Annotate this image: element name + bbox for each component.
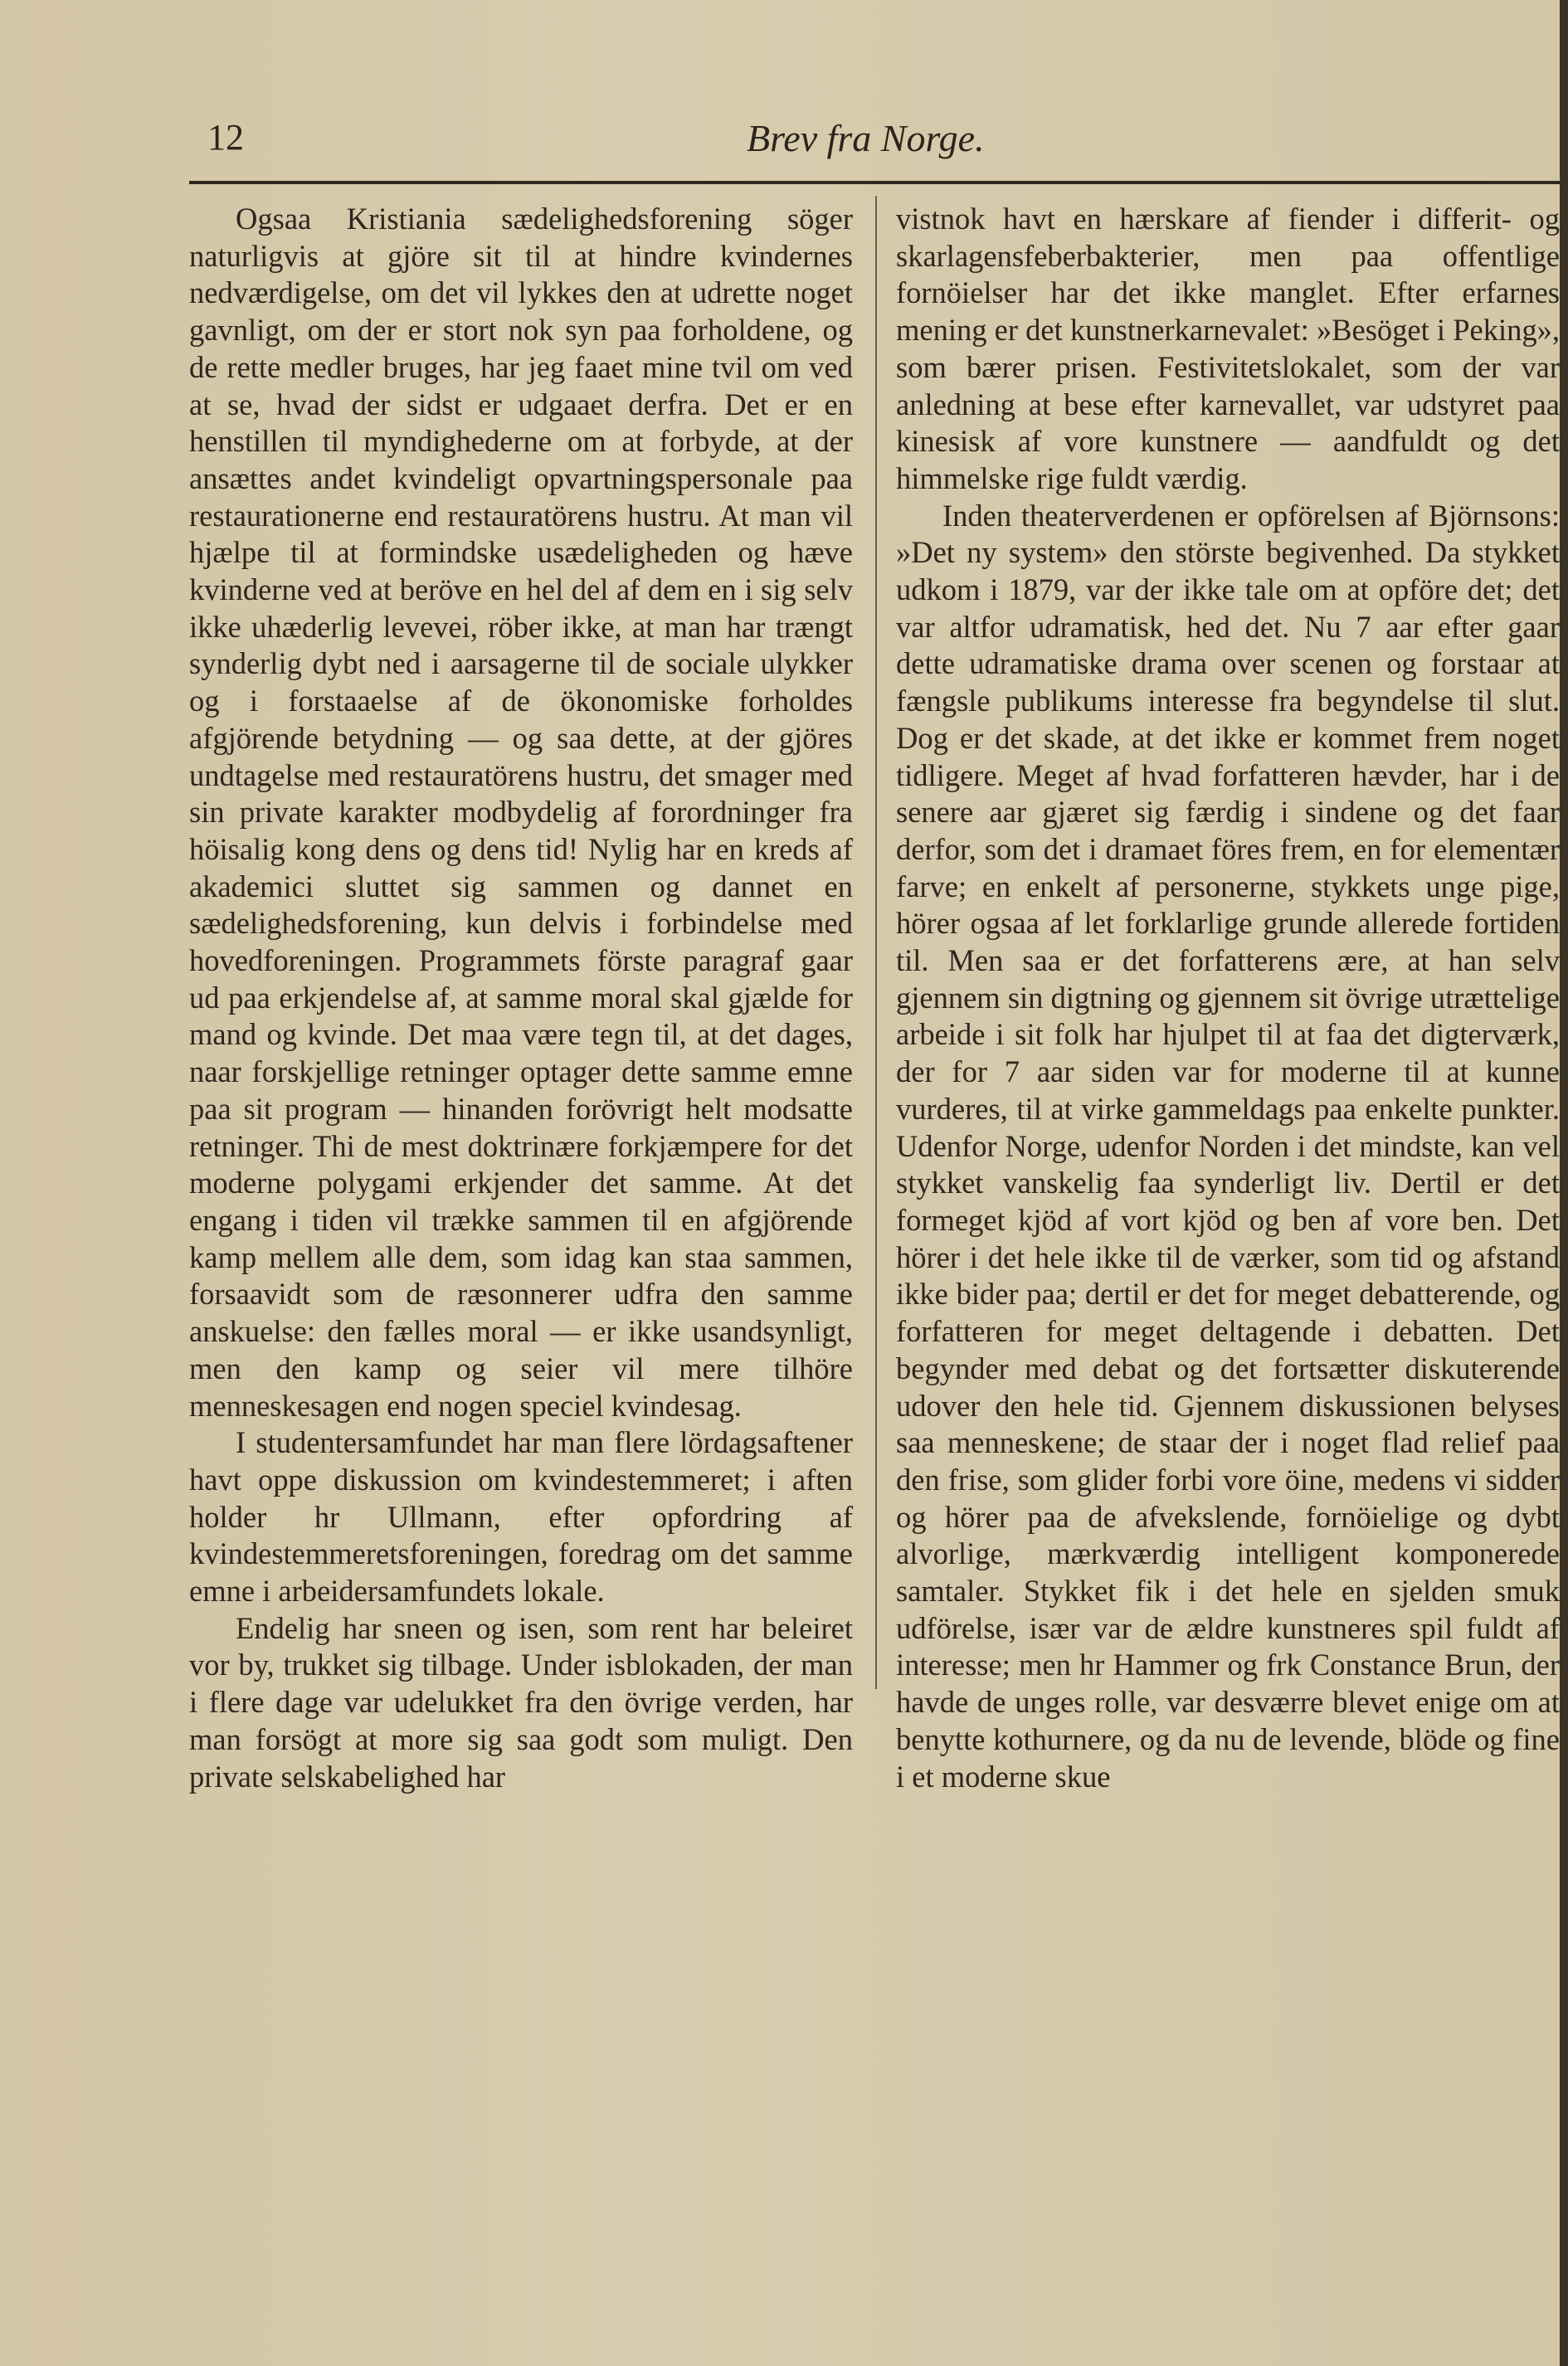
paragraph: vistnok havt en hærskare af fiender i differit- og skarlagensfeberbakterier, men paa offentlige fornöielser har det ikke manglet. Efter erfarnes mening er det kunstnerkarnevalet: »Besöget i Peking», som bærer prisen. Festivitetslokalet, som der var anledning at bese efter karnevallet, var udstyret paa kinesisk af vore kunstnere — aandfuldt og det himmelske rige fuldt værdig. bbox=[896, 202, 1560, 495]
paragraph: Ogsaa Kristiania sædelighedsforening söger naturligvis at gjöre sit til at hindre kvindernes nedværdigelse, om det vil lykkes den at udrette noget gavnligt, om der er stort nok syn paa forholdene, og de rette medler bruges, har jeg faaet mine tvil om ved at se, hvad der sidst er udgaaet derfra. Det er en henstillen til myndighederne om at forbyde, at der ansættes andet kvindeligt opvartningspersonale paa restaurationerne end restauratörens hustru. At man vil hjælpe til at formindske usædeligheden og hæve kvinderne ved at beröve en hel del af dem en i sig selv ikke uhæderlig levevei, röber ikke, at man har trængt synderlig dybt ned i aarsagerne til de sociale ulykker og i forstaaelse af de ökonomiske forholdes afgjörende betydning — og saa dette, at der gjöres undtagelse med restauratörens hustru, det smager med sin private karakter modbydelig af forordninger fra höisalig kong dens og dens tid! Nylig har en kreds af akademici sluttet sig sammen og dannet en sædelighedsforening, kun delvis i forbindelse med hovedforeningen. Programmets förste paragraf gaar ud paa erkjendelse af, at samme moral skal gjælde for mand og kvinde. Det maa være tegn til, at det dages, naar forskjellige retninger optager dette samme emne paa sit program — hinanden forövrigt helt modsatte retninger. Thi de mest doktrinære forkjæmpere for det moderne polygami erkjender det samme. At det engang i tiden vil trække sammen til en afgjörende kamp mellem alle dem, som idag kan staa sammen, forsaavidt som de ræsonnerer udfra den samme anskuelse: den fælles moral — er ikke usandsynligt, men den kamp og seier vil mere tilhöre menneskesagen end nogen speciel kvindesag. bbox=[189, 202, 853, 1423]
paragraph: Endelig har sneen og isen, som rent har beleiret vor by, trukket sig tilbage. Under isblokaden, der man i flere dage var udelukket fra den övrige verden, har man forsögt at more sig saa godt som muligt. Den private selskabelighed har bbox=[189, 1610, 853, 1794]
paragraph: Inden theaterverdenen er opförelsen af Björnsons: »Det ny system» den störste begivenhed. Da stykket udkom i 1879, var der ikke tale om at opföre det; det var altfor udramatisk, hed det. Nu 7 aar efter gaar dette udramatiske drama over scenen og forstaar at fængsle publikums interesse fra begyndelse til slut. Dog er det skade, at det ikke er kommet frem noget tidligere. Meget af hvad forfatteren hævder, har i de senere aar gjæret sig færdig i sindene og det faar derfor, som det i dramaet föres frem, en for elementær farve; en enkelt af personerne, stykkets unge pige, hörer ogsaa af let forklarlige grunde allerede fortiden til. Men saa er det forfatterens ære, at han selv gjennem sin digtning og gjennem sit övrige utrættelige arbeide i sit folk har hjulpet til at faa det digterværk, der for 7 aar siden var for moderne til at kunne vurderes, til at virke gammeldags paa enkelte punkter. Udenfor Norge, udenfor Norden i det mindste, kan vel stykket vanskelig faa synderligt liv. Dertil er det formeget kjöd af vort kjöd og ben af vore ben. Det hörer i det hele ikke til de værker, som tid og afstand ikke bider paa; dertil er det for meget debatterende, og forfatteren for meget deltagende i debatten. Det begynder med debat og det fortsætter diskuterende udover den hele tid. Gjennem diskussionen belyses saa menneskene; de staar der i noget flad relief paa den frise, som glider forbi vore öine, medens vi sidder og hörer paa de afvekslende, fornöielige og dybt alvorlige, mærkværdig intelligent komponerede samtaler. Stykket fik i det hele en sjelden smuk udförelse, især var de ældre kunstneres spil fuldt af interesse; men hr Hammer og frk Constance Brun, der havde de unges rolle, var desværre blevet enige om at benytte kothurnere, og da nu de levende, blöde og fine i et moderne skue bbox=[896, 498, 1560, 1794]
paragraph: I studentersamfundet har man flere lördagsaftener havt oppe diskussion om kvindestemmeret; i aften holder hr Ullmann, efter opfordring af kvindestemmeretsforeningen, foredrag om det samme emne i arbeidersamfundets lokale. bbox=[189, 1425, 853, 1609]
running-title: Brev fra Norge. bbox=[747, 117, 985, 159]
right-column bbox=[896, 201, 1560, 2275]
header-rule bbox=[189, 181, 1560, 184]
column-divider bbox=[875, 196, 877, 1689]
left-column bbox=[189, 201, 853, 2275]
running-head bbox=[0, 116, 1568, 166]
page-number: 12 bbox=[207, 117, 244, 158]
page-edge bbox=[1560, 0, 1568, 2366]
